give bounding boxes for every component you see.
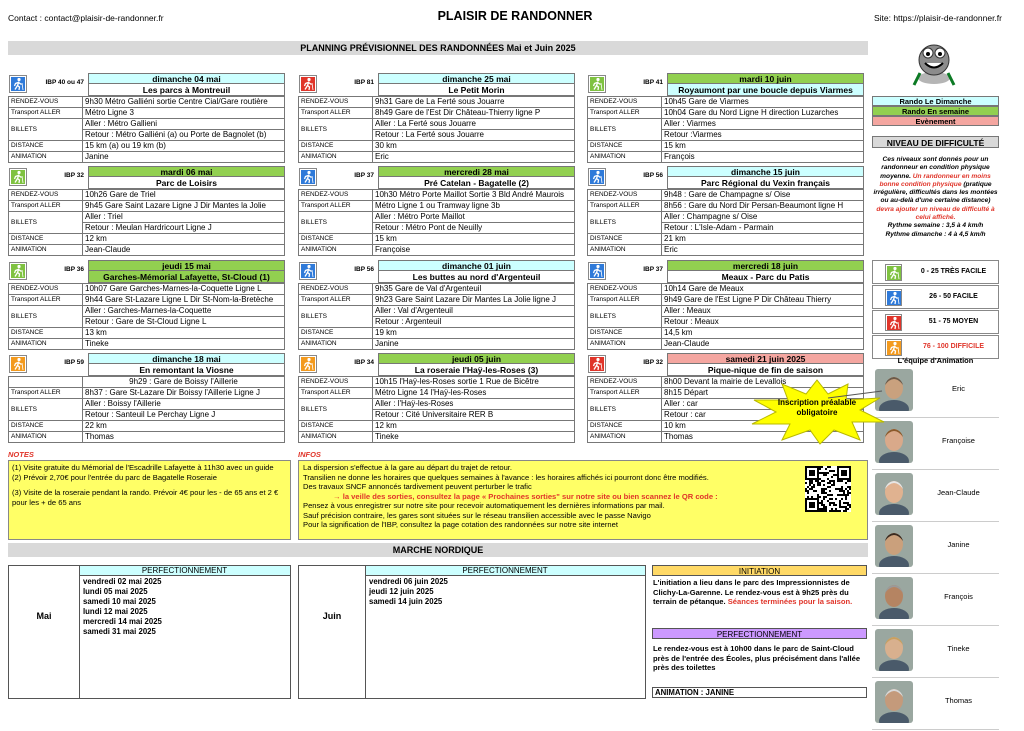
- member-name: François: [944, 592, 973, 601]
- hiker-icon: [299, 75, 317, 93]
- transport-value: 9h23 Gare Saint Lazare Dir Mantes La Jolie ligne J: [373, 295, 575, 306]
- label-rdv: RENDEZ-VOUS: [299, 97, 373, 108]
- label-distance: DISTANCE: [299, 234, 373, 245]
- burst-line1: Inscription préalable: [777, 398, 857, 407]
- animation-value: Janine: [83, 152, 285, 163]
- distance-value: 15 km: [373, 234, 575, 245]
- team-member: [872, 470, 999, 522]
- member-name: Françoise: [942, 436, 975, 445]
- hike-name: Pré Catelan - Bagatelle (2): [378, 177, 575, 189]
- hike-date: mardi 10 juin: [667, 73, 864, 84]
- hiker-icon: [885, 264, 902, 281]
- initiation-box: INITIATION L'initiation a lieu dans le parc des Impressionnistes de Clichy-La-Garenne. Le rendez-vous est à 9h25 près du terrain de pétanque. Séances terminées pour la saison.: [652, 565, 867, 609]
- animation-value: Jean-Claude: [83, 245, 285, 256]
- nordic-date: jeudi 12 juin 2025: [369, 587, 434, 596]
- nordic-date: vendredi 06 juin 2025: [369, 577, 448, 586]
- hiker-icon: [588, 75, 606, 93]
- animation-value: Jean-Claude: [662, 339, 864, 350]
- label-transport: Transport ALLER: [588, 108, 662, 119]
- ibp-rating: IBP 56: [354, 266, 374, 273]
- distance-value: 30 km: [373, 141, 575, 152]
- transport-value: 8h49 Gare de l'Est Dir Château-Thierry ligne P: [373, 108, 575, 119]
- ibp-rating: IBP 37: [643, 266, 663, 273]
- hike-card: [298, 353, 575, 443]
- billet-aller: Aller : Viarmes: [662, 119, 864, 130]
- label-billets: BILLETS: [9, 399, 83, 421]
- qr-code[interactable]: [805, 466, 851, 512]
- label-animation: ANIMATION: [588, 245, 662, 256]
- burst-arrow: [826, 388, 886, 402]
- notes-label: NOTES: [8, 450, 34, 459]
- hike-card: [587, 166, 864, 256]
- label-rdv: RENDEZ-VOUS: [588, 190, 662, 201]
- team-member: [872, 626, 999, 678]
- hiker-icon: [588, 168, 606, 186]
- hiker-icon: [299, 262, 317, 280]
- label-animation: ANIMATION: [588, 432, 662, 443]
- label-transport: Transport ALLER: [588, 201, 662, 212]
- hiker-icon: [9, 75, 27, 93]
- infos-label: INFOS: [298, 450, 321, 459]
- site-url[interactable]: Site: https://plaisir-de-randonner.fr: [873, 13, 1002, 23]
- billet-aller: Aller : La Ferté sous Jouarre: [373, 119, 575, 130]
- page-title: PLAISIR DE RANDONNER: [437, 9, 593, 23]
- hike-date: mardi 06 mai: [88, 166, 285, 177]
- label-billets: BILLETS: [9, 119, 83, 141]
- team-title: L'équipe d'Animation: [897, 356, 974, 365]
- hike-name: Royaumont par une boucle depuis Viarmes: [667, 84, 864, 96]
- label-rdv: RENDEZ-VOUS: [9, 284, 83, 295]
- ibp-rating: IBP 32: [643, 359, 663, 366]
- label-rdv: RENDEZ-VOUS: [588, 284, 662, 295]
- billet-retour: Retour : La Ferté sous Jouarre: [373, 130, 575, 141]
- label-billets: BILLETS: [9, 212, 83, 234]
- label-distance: DISTANCE: [588, 421, 662, 432]
- mai-dates: [83, 577, 162, 637]
- label-transport: Transport ALLER: [299, 295, 373, 306]
- animation-value: Françoise: [373, 245, 575, 256]
- distance-value: 15 km (a) ou 19 km (b): [83, 141, 285, 152]
- rdv-value: 10h07 Gare Garches-Marnes-la-Coquette Ligne L: [83, 284, 285, 295]
- animation-value: Eric: [662, 245, 864, 256]
- ibp-rating: IBP 34: [354, 359, 374, 366]
- billet-retour: Retour : Gare de St-Cloud Ligne L: [83, 317, 285, 328]
- hike-name: Garches-Mémorial Lafayette, St-Cloud (1): [88, 271, 285, 283]
- legend-semaine: Rando En semaine: [872, 106, 999, 116]
- billet-retour: Retour :Viarmes: [662, 130, 864, 141]
- billet-aller: Aller : Métro Porte Maillot: [373, 212, 575, 223]
- hike-card: [8, 260, 285, 350]
- label-animation: ANIMATION: [299, 339, 373, 350]
- billet-aller: Aller : Triel: [83, 212, 285, 223]
- nordic-date: samedi 14 juin 2025: [369, 597, 443, 606]
- avatar: [875, 577, 913, 619]
- member-name: Jean-Claude: [937, 488, 980, 497]
- nordic-date: lundi 12 mai 2025: [83, 607, 148, 616]
- level-moyen: 51 - 75 MOYEN: [872, 310, 999, 334]
- distance-value: 15 km: [662, 141, 864, 152]
- billet-retour: Retour : Métro Pont de Neuilly: [373, 223, 575, 234]
- nordic-mai: PERFECTIONNEMENT Mai vendredi 02 mai 2025 lundi 05 mai 2025 samedi 10 mai 2025 lundi 12 mai 2025 mercredi 14 mai 2025 samedi 31 mai 2025: [8, 565, 291, 699]
- label-animation: ANIMATION: [588, 152, 662, 163]
- distance-value: 14,5 km: [662, 328, 864, 339]
- nordic-date: mercredi 14 mai 2025: [83, 617, 162, 626]
- label-animation: ANIMATION: [9, 245, 83, 256]
- hike-card: [587, 73, 864, 163]
- ibp-rating: IBP 56: [643, 172, 663, 179]
- hike-card: [587, 260, 864, 350]
- label-rdv: RENDEZ-VOUS: [9, 97, 83, 108]
- label-distance: DISTANCE: [299, 141, 373, 152]
- rdv-value: 9h31 Gare de La Ferté sous Jouarre: [373, 97, 575, 108]
- rdv-value: 10h45 Gare de Viarmes: [662, 97, 864, 108]
- hike-date: dimanche 25 mai: [378, 73, 575, 84]
- billet-retour: Retour : car: [662, 410, 864, 421]
- label-distance: DISTANCE: [9, 141, 83, 152]
- hike-name: Parc de Loisirs: [88, 177, 285, 189]
- hike-date: jeudi 15 mai: [88, 260, 285, 271]
- label-animation: ANIMATION: [299, 432, 373, 443]
- hiker-icon: [9, 355, 27, 373]
- hike-name: Parc Régional du Vexin français: [667, 177, 864, 189]
- label-billets: BILLETS: [588, 212, 662, 234]
- juin-dates: [369, 577, 448, 607]
- hike-name: La roseraie l'Haÿ-les-Roses (3): [378, 364, 575, 376]
- animation-value: Tineke: [373, 432, 575, 443]
- distance-value: 22 km: [83, 421, 285, 432]
- hike-date: jeudi 05 juin: [378, 353, 575, 364]
- planning-title: PLANNING PRÉVISIONNEL DES RANDONNÉES Mai et Juin 2025: [8, 41, 868, 55]
- billet-aller: Aller : l'Haÿ-les-Roses: [373, 399, 575, 410]
- hike-name: Meaux - Parc du Patis: [667, 271, 864, 283]
- billet-aller: Aller : Meaux: [662, 306, 864, 317]
- label-transport: Transport ALLER: [299, 108, 373, 119]
- label-rdv: RENDEZ-VOUS: [299, 190, 373, 201]
- hike-name: En remontant la Viosne: [88, 364, 285, 376]
- label-distance: DISTANCE: [588, 234, 662, 245]
- label-distance: DISTANCE: [9, 421, 83, 432]
- avatar: [875, 525, 913, 567]
- label-transport: Transport ALLER: [588, 388, 662, 399]
- nordic-date: samedi 10 mai 2025: [83, 597, 156, 606]
- label-distance: DISTANCE: [299, 328, 373, 339]
- label-animation: ANIMATION: [9, 432, 83, 443]
- label-rdv: RENDEZ-VOUS: [299, 377, 373, 388]
- animation-value: François: [662, 152, 864, 163]
- nordic-date: lundi 05 mai 2025: [83, 587, 148, 596]
- hike-name: Pique-nique de fin de saison: [667, 364, 864, 376]
- transport-value: 8h15 Départ: [662, 388, 864, 399]
- perfectionnement-box: PERFECTIONNEMENT Le rendez-vous est à 10h00 dans le parc de Saint-Cloud près de l'entrée des Écoles, plus précisément dans l'allée près des toilettes: [652, 628, 867, 675]
- level-difficile: 76 - 100 DIFFICILE: [872, 335, 999, 359]
- nordic-juin: PERFECTIONNEMENT Juin vendredi 06 juin 2025 jeudi 12 juin 2025 samedi 14 juin 2025: [298, 565, 646, 699]
- label-billets: BILLETS: [299, 212, 373, 234]
- billet-aller: Aller : car: [662, 399, 864, 410]
- transport-value: 9h49 Gare de l'Est Ligne P Dir Château Thierry: [662, 295, 864, 306]
- label-animation: ANIMATION: [9, 339, 83, 350]
- label-distance: DISTANCE: [299, 421, 373, 432]
- distance-value: 19 km: [373, 328, 575, 339]
- label-billets: BILLETS: [299, 399, 373, 421]
- label-rdv: RENDEZ-VOUS: [588, 377, 662, 388]
- member-name: Eric: [952, 384, 965, 393]
- nordic-date: vendredi 02 mai 2025: [83, 577, 162, 586]
- legend-evenement: Evènement: [872, 116, 999, 126]
- hike-card: [8, 73, 285, 163]
- hike-date: samedi 21 juin 2025: [667, 353, 864, 364]
- ibp-rating: IBP 40 ou 47: [45, 79, 84, 86]
- label-billets: BILLETS: [588, 119, 662, 141]
- label-distance: DISTANCE: [9, 234, 83, 245]
- animation-value: Thomas: [83, 432, 285, 443]
- animation-value: Tineke: [83, 339, 285, 350]
- ibp-rating: IBP 36: [64, 266, 84, 273]
- rdv-value: 9h35 Gare de Val d'Argenteuil: [373, 284, 575, 295]
- hike-date: mercredi 28 mai: [378, 166, 575, 177]
- rdv-value: 10h14 Gare de Meaux: [662, 284, 864, 295]
- hike-card: [8, 353, 285, 443]
- label-transport: Transport ALLER: [9, 388, 83, 399]
- hike-date: dimanche 01 juin: [378, 260, 575, 271]
- team-member: [872, 366, 999, 418]
- hike-date: dimanche 04 mai: [88, 73, 285, 84]
- hiker-icon: [588, 355, 606, 373]
- hiker-icon: [299, 355, 317, 373]
- hike-date: dimanche 15 juin: [667, 166, 864, 177]
- transport-value: 10h04 Gare du Nord Ligne H direction Luzarches: [662, 108, 864, 119]
- nordic-title: MARCHE NORDIQUE: [8, 543, 868, 557]
- billet-retour: Retour : Argenteuil: [373, 317, 575, 328]
- level-tres-facile: 0 - 25 TRÈS FACILE: [872, 260, 999, 284]
- label-transport: Transport ALLER: [9, 108, 83, 119]
- level-facile: 26 - 50 FACILE: [872, 285, 999, 309]
- difficulty-title: NIVEAU DE DIFFICULTÉ: [872, 136, 999, 148]
- label-rdv: RENDEZ-VOUS: [9, 190, 83, 201]
- rdv-value: 9h30 Métro Galliéni sortie Centre Cial/Gare routière: [83, 97, 285, 108]
- rdv-value: 8h00 Devant la mairie de Levallois: [662, 377, 864, 388]
- label-transport: Transport ALLER: [9, 295, 83, 306]
- hiker-icon: [885, 289, 902, 306]
- label-animation: ANIMATION: [9, 152, 83, 163]
- label-billets: BILLETS: [9, 306, 83, 328]
- label-animation: ANIMATION: [588, 339, 662, 350]
- label-transport: Transport ALLER: [9, 201, 83, 212]
- label-animation: ANIMATION: [299, 152, 373, 163]
- contact-email[interactable]: Contact : contact@plaisir-de-randonner.fr: [8, 13, 164, 23]
- member-name: Thomas: [944, 696, 973, 705]
- label-billets: BILLETS: [299, 119, 373, 141]
- hike-date: dimanche 18 mai: [88, 353, 285, 364]
- member-name: Tineke: [947, 644, 970, 653]
- hike-card: [298, 166, 575, 256]
- billet-retour: Retour : L'Isle-Adam - Parmain: [662, 223, 864, 234]
- billet-retour: Retour : Santeuil Le Perchay Ligne J: [83, 410, 285, 421]
- nordic-date: samedi 31 mai 2025: [83, 627, 156, 636]
- team-member: [872, 574, 999, 626]
- distance-value: 12 km: [83, 234, 285, 245]
- hike-card: [298, 73, 575, 163]
- label-transport: Transport ALLER: [299, 388, 373, 399]
- label-billets: BILLETS: [588, 306, 662, 328]
- transport-value: 8h56 : Gare du Nord Dir Persan-Beaumont ligne H: [662, 201, 864, 212]
- label-rdv: RENDEZ-VOUS: [299, 284, 373, 295]
- hike-card: [298, 260, 575, 350]
- hike-name: Les parcs à Montreuil: [88, 84, 285, 96]
- ibp-rating: IBP 59: [64, 359, 84, 366]
- legend-dimanche: Rando Le Dimanche: [872, 96, 999, 106]
- ibp-rating: IBP 37: [354, 172, 374, 179]
- label-animation: ANIMATION: [299, 245, 373, 256]
- rdv-value: 9h29 : Gare de Boissy l'Aillerie: [83, 377, 285, 388]
- infos-box: La dispersion s'effectue à la gare au départ du trajet de retour. Transilien ne donne les horaires que quelques semaines à l'avance : les horaires affichés ici pourront donc être modifiés. Des travaux SNCF annoncés tardivement peuvent perturber le trafic → la veille des sorties, consultez la page « Prochaines sorties" sur notre site ou bien scannez le QR code : Pensez à vous enregistrer sur notre site pour recevoir automatiquement les dernières informations par mail. Sauf précision contraire, les gares sont situées sur le réseau transilien accessible avec le passe Navigo Pour la signification de l'IBP, consultez la page cotation des randonnées sur notre site internet: [298, 460, 868, 540]
- team-member: [872, 678, 999, 730]
- transport-value: 9h45 Gare Saint Lazare Ligne J Dir Mantes la Jolie: [83, 201, 285, 212]
- hiker-icon: [885, 314, 902, 331]
- hike-date: mercredi 18 juin: [667, 260, 864, 271]
- transport-value: Métro Ligne 3: [83, 108, 285, 119]
- label-billets: BILLETS: [588, 399, 662, 421]
- ibp-rating: IBP 81: [354, 79, 374, 86]
- rdv-value: 10h26 Gare de Triel: [83, 190, 285, 201]
- billet-retour: Retour : Meaux: [662, 317, 864, 328]
- team-member: [872, 522, 999, 574]
- billet-retour: Retour : Métro Galliéni (a) ou Porte de Bagnolet (b): [83, 130, 285, 141]
- notes-box: (1) Visite gratuite du Mémorial de l'Escadrille Lafayette à 11h30 avec un guide (2) Prévoir 2,70€ pour l'entrée du parc de Bagatelle Roseraie (3) Visite de la roseraie pendant la rando. Prévoir 4€ pour les - de 65 ans et 2 € pour les + de 65 ans: [8, 460, 291, 540]
- distance-value: 10 km: [662, 421, 864, 432]
- burst-line2: obligatoire: [796, 408, 838, 417]
- transport-value: Métro Ligne 14 l'Haÿ-les-Roses: [373, 388, 575, 399]
- distance-value: 13 km: [83, 328, 285, 339]
- hiker-icon: [9, 262, 27, 280]
- ibp-rating: IBP 41: [643, 79, 663, 86]
- distance-value: 21 km: [662, 234, 864, 245]
- hike-name: Les buttes au nord d'Argenteuil: [378, 271, 575, 283]
- billet-aller: Aller : Boissy l'Aillerie: [83, 399, 285, 410]
- rdv-value: 9h48 : Gare de Champagne s/ Oise: [662, 190, 864, 201]
- hiker-icon: [588, 262, 606, 280]
- transport-value: Métro Ligne 1 ou Tramway ligne 3b: [373, 201, 575, 212]
- animation-value: Thomas: [662, 432, 864, 443]
- label-distance: DISTANCE: [588, 141, 662, 152]
- avatar: [875, 681, 913, 723]
- hiker-icon: [885, 339, 902, 356]
- label-distance: DISTANCE: [9, 328, 83, 339]
- transport-value: 8h37 : Gare St-Lazare Dir Boissy l'Aillerie Ligne J: [83, 388, 285, 399]
- nordic-animation: ANIMATION : JANINE: [652, 687, 867, 698]
- hiker-icon: [299, 168, 317, 186]
- billet-retour: Retour : Meulan Hardricourt Ligne J: [83, 223, 285, 234]
- animation-value: Eric: [373, 152, 575, 163]
- label-transport: Transport ALLER: [588, 295, 662, 306]
- label-rdv: RENDEZ-VOUS: [588, 97, 662, 108]
- ibp-rating: IBP 32: [64, 172, 84, 179]
- label-billets: BILLETS: [299, 306, 373, 328]
- animation-value: Janine: [373, 339, 575, 350]
- rdv-value: 10h30 Métro Porte Maillot Sortie 3 Bld André Maurois: [373, 190, 575, 201]
- avatar: [875, 473, 913, 515]
- member-name: Janine: [947, 540, 970, 549]
- team-member: [872, 418, 999, 470]
- billet-aller: Aller : Val d'Argenteuil: [373, 306, 575, 317]
- transport-value: 9h44 Gare St-Lazare Ligne L Dir St-Nom-la-Bretèche: [83, 295, 285, 306]
- avatar: [875, 629, 913, 671]
- billet-aller: Aller : Métro Gallieni: [83, 119, 285, 130]
- billet-retour: Retour : Cité Universitaire RER B: [373, 410, 575, 421]
- label-distance: DISTANCE: [588, 328, 662, 339]
- label-rdv: [9, 377, 83, 388]
- difficulty-text: Ces niveaux sont donnés pour un randonneur en condition physique moyenne. Un randonneur en moins bonne condition physique (pratique irrégulière, difficultés dans les montées ou au-delà d'une certaine distance) devra ajouter un niveau de difficulté à celui affiché. Rythme semaine : 3,5 à 4 km/h Rythme dimanche : 4 à 4,5 km/h: [873, 156, 998, 238]
- billet-aller: Aller : Garches-Marnes-la-Coquette: [83, 306, 285, 317]
- rdv-value: 10h15 l'Haÿ-les-Roses sortie 1 Rue de Bicêtre: [373, 377, 575, 388]
- distance-value: 12 km: [373, 421, 575, 432]
- billet-aller: Aller : Champagne s/ Oise: [662, 212, 864, 223]
- mascot-logo: [912, 38, 956, 88]
- hike-card: [8, 166, 285, 256]
- hike-name: Le Petit Morin: [378, 84, 575, 96]
- label-transport: Transport ALLER: [299, 201, 373, 212]
- hiker-icon: [9, 168, 27, 186]
